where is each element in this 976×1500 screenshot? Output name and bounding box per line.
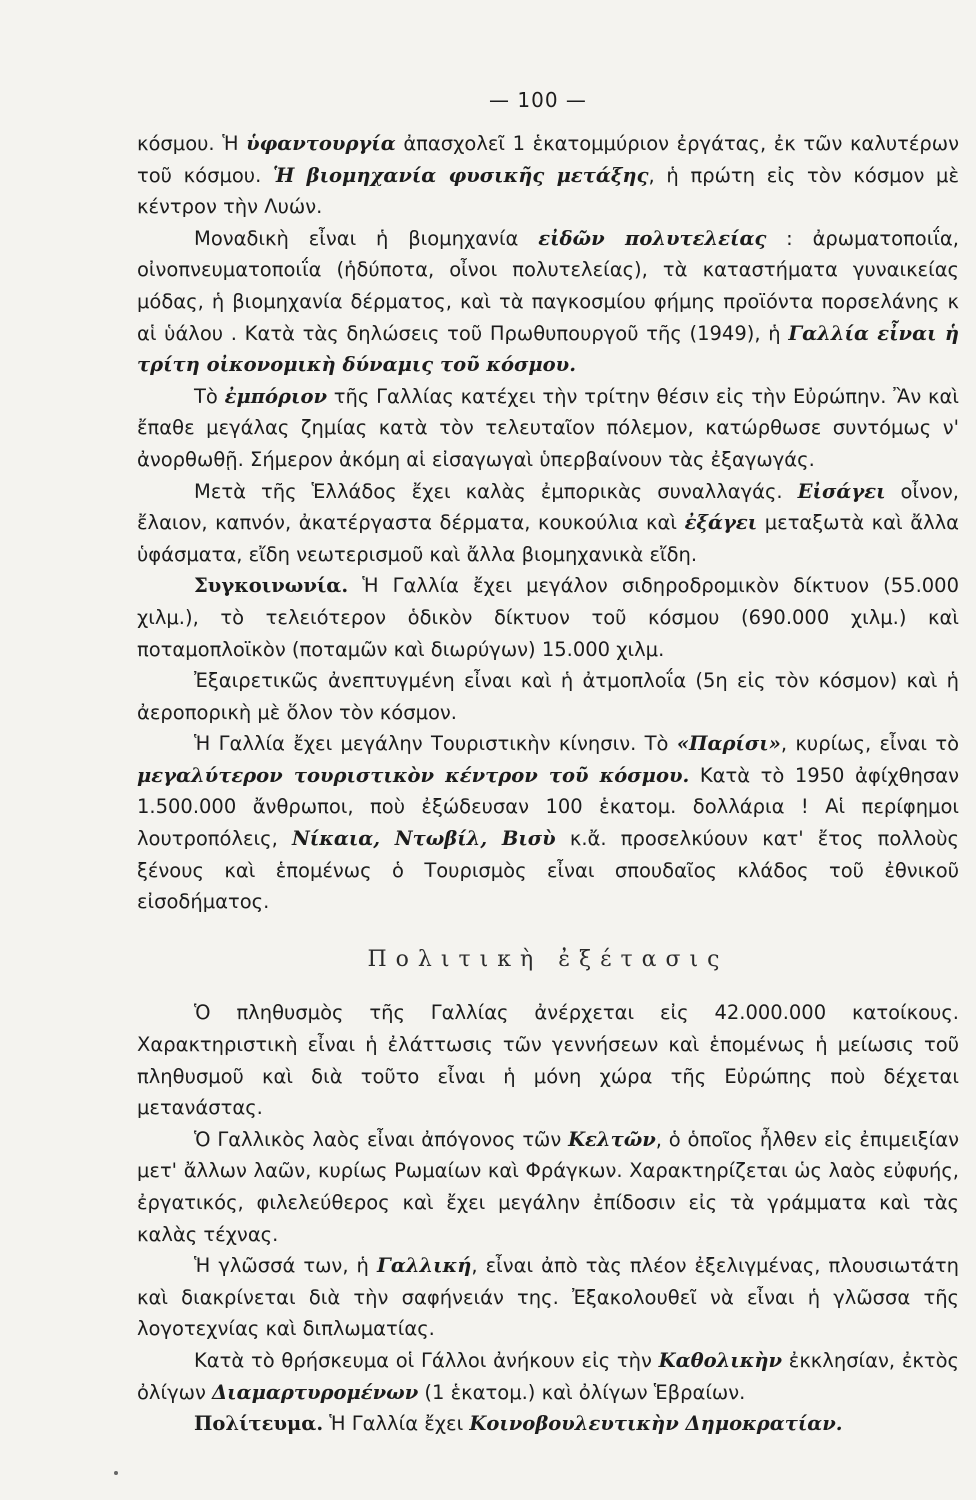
paragraph-language: Ἡ γλῶσσά των, ἡ Γαλλική, εἶναι ἀπὸ τὰς πλέον ἐξελιγμένας, πλουσιωτάτη καὶ διακρίνεται διὰ τὴν σαφήνειάν της. Ἐξακολουθεῖ νὰ εἶναι ἡ γλῶσσα τῆς λογοτεχνίας καὶ διπλωματίας. [137,1254,959,1341]
paragraph-shipping: Ἐξαιρετικῶς ἀνεπτυγμένη εἶναι καὶ ἡ ἀτμοπλοΐα (5η εἰς τὸν κόσμον) καὶ ἡ ἀεροπορικὴ μὲ ὅλον τὸν κόσμον. [137,669,959,724]
paragraph-people: Ὁ Γαλλικὸς λαὸς εἶναι ἀπόγονος τῶν Κελτῶν, ὁ ὁποῖος ἦλθεν εἰς ἐπιμειξίαν μετ' ἄλλων λαῶν, κυρίως Ρωμαίων καὶ Φράγκων. Χαρακτηρίζεται ὡς λαὸς εὐφυής, ἐργατικός, φιλελεύθερος καὶ ἔχει μεγάλην ἐπίδοσιν εἰς τὰ γράμματα καὶ τὰς καλὰς τέχνας. [137,1127,959,1246]
paragraph-government: Πολίτευμα. Ἡ Γαλλία ἔχει Κοινοβουλευτικὴν Δημοκρατίαν. [194,1412,843,1436]
paragraph-religion: Κατὰ τὸ θρήσκευμα οἱ Γάλλοι ἀνήκουν εἰς τὴν Καθολικὴν ἐκκλησίαν, ἐκτὸς ὀλίγων Διαμαρτυρομένων (1 ἑκατομ.) καὶ ὀλίγων Ἑβραίων. [137,1348,959,1404]
paragraph-population: Ὁ πληθυσμὸς τῆς Γαλλίας ἀνέρχεται εἰς 42.000.000 κατοίκους. Χαρακτηριστικὴ εἶναι ἡ ἐλάττωσις τῶν γεννήσεων καὶ ἑπομένως ἡ μείωσις τοῦ πληθυσμοῦ καὶ διὰ τοῦτο εἶναι ἡ μόνη χώρα τῆς Εὐρώπης ποὺ δέχεται μετανάστας. [137,1001,959,1120]
emphasis-trade: ἐμπόριον [224,384,327,408]
heading-government: Πολίτευμα. [194,1412,324,1436]
emphasis-protestants: Διαμαρτυρομένων [212,1380,419,1404]
section-title: Πολιτικὴ ἐξέτασις [367,946,729,972]
emphasis-economic-power: Γαλλία εἶναι ἡ τρίτη οἰκονομικὴ δύναμις τοῦ κόσμου. [137,321,959,377]
emphasis-imports: Εἰσάγει [797,479,886,503]
emphasis-luxury-goods: εἰδῶν πολυτελείας [538,226,767,250]
emphasis-silk-industry: Ἡ βιομηχανία φυσικῆς μετάξης [273,163,649,187]
emphasis-paris: «Παρίσι» [676,732,781,756]
emphasis-democracy: Κοινοβουλευτικὴν Δημοκρατίαν. [469,1412,843,1436]
page-body [137,128,959,1440]
emphasis-exports: ἐξάγει [684,511,758,535]
paragraph-greece-trade: Μετὰ τῆς Ἑλλάδος ἔχει καλὰς ἐμπορικὰς συναλλαγάς. Εἰσάγει οἶνον, ἔλαιον, καπνόν, ἀκατέργαστα δέρματα, κουκούλια καὶ ἐξάγει μεταξωτὰ καὶ ἄλλα ὑφάσματα, εἴδη νεωτερισμοῦ καὶ ἄλλα βιομηχανικὰ εἴδη. [137,479,960,566]
emphasis-celts: Κελτῶν [568,1127,656,1151]
emphasis-tourist-center: μεγαλύτερον τουριστικὸν κέντρον τοῦ κόσμου. [137,763,690,787]
paragraph-trade: Τὸ ἐμπόριον τῆς Γαλλίας κατέχει τὴν τρίτην θέσιν εἰς τὴν Εὐρώπην. Ἂν καὶ ἔπαθε μεγάλας ζημίας κατὰ τὸν τελευταῖον πόλεμον, κατώρθωσε συντόμως ν' ἀνορθωθῇ. Σήμερον ἀκόμη αἱ εἰσαγωγαὶ ὑπερβαίνουν τὰς ἐξαγωγάς. [137,384,959,471]
paragraph-tourism: Ἡ Γαλλία ἔχει μεγάλην Τουριστικὴν κίνησιν. Τὸ «Παρίσι», κυρίως, εἶναι τὸ μεγαλύτερον τουριστικὸν κέντρον τοῦ κόσμου. Κατὰ τὸ 1950 ἀφίχθησαν 1.500.000 ἄνθρωποι, ποὺ ἐξώδευσαν 100 ἑκατομ. δολλάρια ! Αἱ περίφημοι λουτροπόλεις, Νίκαια, Ντωβίλ, Βισὺ κ.ἄ. προσελκύουν κατ' ἔτος πολλοὺς ξένους καὶ ἑπομένως ὁ Τουρισμὸς εἶναι σπουδαῖος κλάδος τοῦ ἐθνικοῦ εἰσοδήματος. [137,732,959,914]
emphasis-french: Γαλλική [376,1254,472,1278]
print-speck [114,1471,118,1475]
emphasis-resorts: Νίκαια, Ντωβίλ, Βισὺ [291,827,556,851]
paragraph-textiles: κόσμου. Ἡ ὑφαντουργία ἀπασχολεῖ 1 ἑκατομμύριον ἐργάτας, ἐκ τῶν καλυτέρων τοῦ κόσμου. Ἡ βιομηχανία φυσικῆς μετάξης, ἡ πρώτη εἰς τὸν κόσμον μὲ κέντρον τὴν Λυών. [137,132,960,219]
emphasis-catholic: Καθολικὴν [658,1348,783,1372]
paragraph-luxury: Μοναδικὴ εἶναι ἡ βιομηχανία εἰδῶν πολυτελείας : ἀρωματοποιΐα, οἰνοπνευματοποιΐα (ἡδύποτα, οἶνοι πολυτελείας), τὰ καταστήματα γυναικείας μόδας, ἡ βιομηχανία δέρματος, καὶ τὰ παγκοσμίου φήμης προϊόντα πορσελάνης κ αἱ ὑάλου . Κατὰ τὰς δηλώσεις τοῦ Πρωθυπουργοῦ τῆς (1949), ἡ Γαλλία εἶναι ἡ τρίτη οἰκονομικὴ δύναμις τοῦ κόσμου. [137,226,959,377]
emphasis-weaving: ὑφαντουργία [246,132,396,155]
heading-transport: Συγκοινωνία. [194,574,349,598]
page-number: — 100 — [489,88,587,112]
paragraph-transport: Συγκοινωνία. Ἡ Γαλλία ἔχει μεγάλον σιδηροδρομικὸν δίκτυον (55.000 χιλμ.), τὸ τελειότερον ὁδικὸν δίκτυον τοῦ κόσμου (690.000 χιλμ.) καὶ ποταμοπλοϊκὸν (ποταμῶν καὶ διωρύγων) 15.000 χιλμ. [137,574,959,661]
